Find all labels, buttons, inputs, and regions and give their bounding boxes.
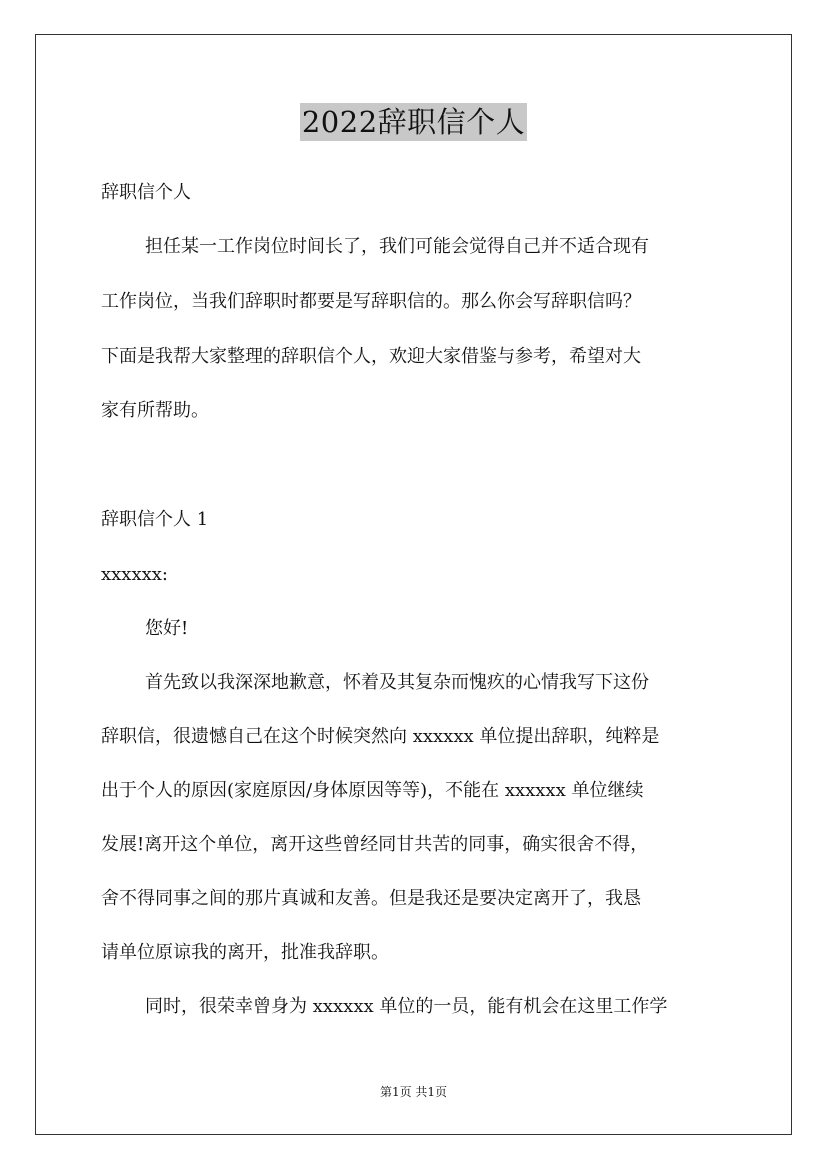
letter-heading: 辞职信个人 1 xyxy=(101,509,209,530)
paragraph-line: 发展!离开这个单位，离开这些曾经同甘共苦的同事，确实很舍不得， xyxy=(101,834,649,855)
letter-greeting: 您好! xyxy=(145,618,189,639)
paragraph-line: 出于个人的原因(家庭原因/身体原因等等)，不能在 xxxxxx 单位继续 xyxy=(101,780,644,801)
page-footer: 第1页 共1页 xyxy=(379,1085,448,1099)
letter-salutation: xxxxxx: xyxy=(101,564,168,585)
paragraph-line: 同时，很荣幸曾身为 xxxxxx 单位的一员，能有机会在这里工作学 xyxy=(145,996,668,1017)
paragraph-line: 辞职信，很遗憾自己在这个时候突然向 xxxxxx 单位提出辞职，纯粹是 xyxy=(101,726,660,747)
paragraph-line: 工作岗位，当我们辞职时都要是写辞职信的。那么你会写辞职信吗？ xyxy=(101,291,641,312)
paragraph-line: 请单位原谅我的离开，批准我辞职。 xyxy=(101,942,389,963)
paragraph-line: 舍不得同事之间的那片真诚和友善。但是我还是要决定离开了，我恳 xyxy=(101,888,641,909)
section-heading: 辞职信个人 xyxy=(101,182,191,203)
paragraph-line: 担任某一工作岗位时间长了，我们可能会觉得自己并不适合现有 xyxy=(145,236,649,257)
paragraph-line: 首先致以我深深地歉意，怀着及其复杂而愧疚的心情我写下这份 xyxy=(145,672,649,693)
paragraph-line: 下面是我帮大家整理的辞职信个人，欢迎大家借鉴与参考，希望对大 xyxy=(101,346,641,367)
title-container xyxy=(0,103,827,141)
document-title: 2022辞职信个人 xyxy=(301,105,526,139)
paragraph-line: 家有所帮助。 xyxy=(101,400,209,421)
